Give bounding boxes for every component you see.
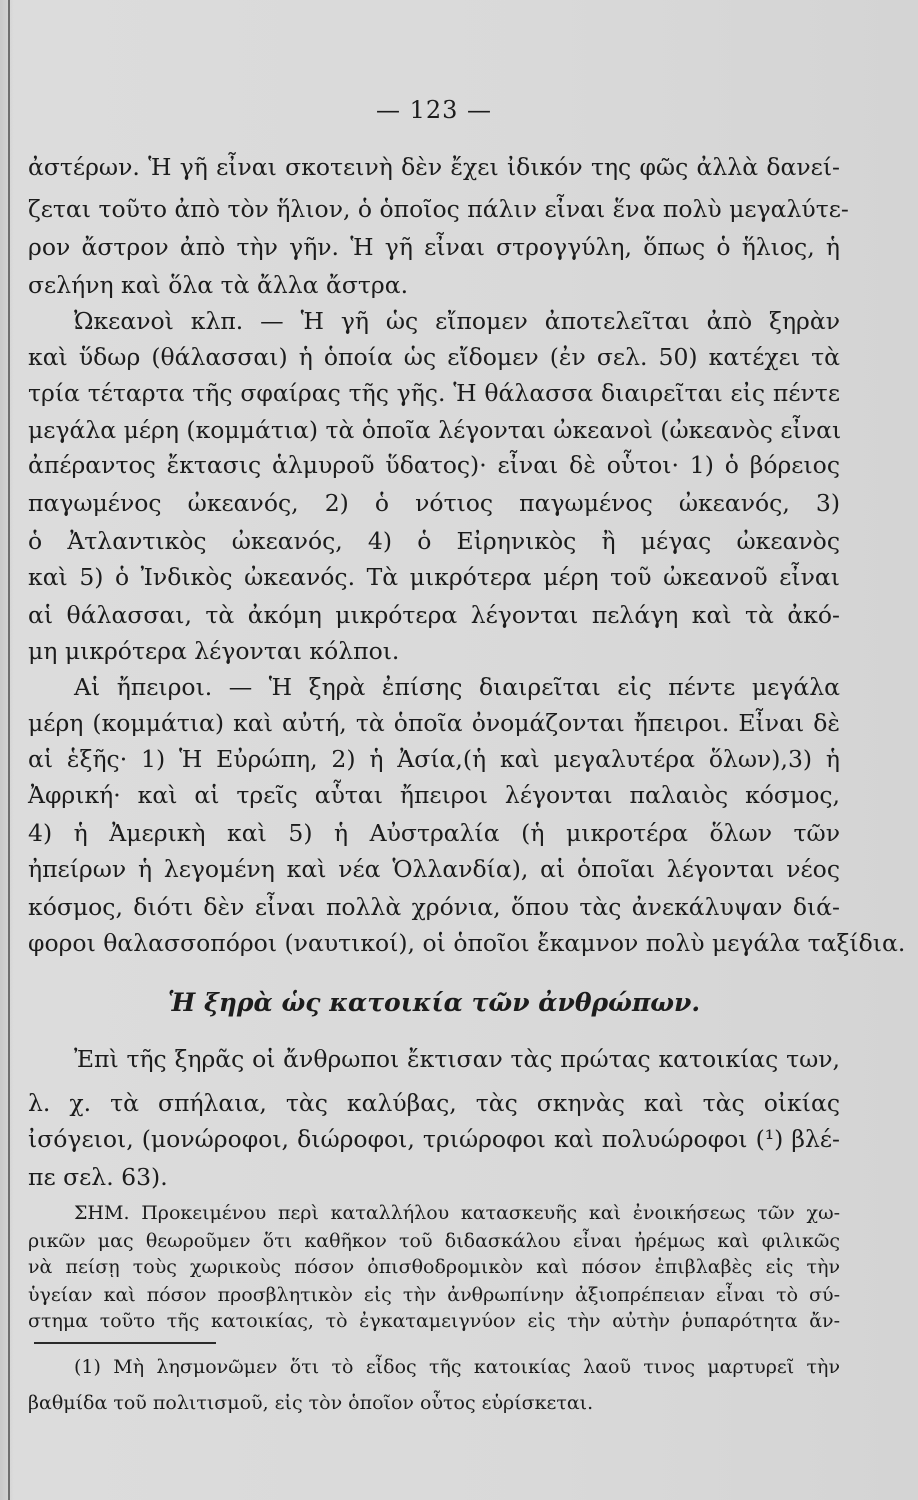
body-line: καὶ 5) ὁ Ἰνδικὸς ὠκεανός. Τὰ μικρότερα μέρη τοῦ ὠκεανοῦ εἶναι: [28, 563, 840, 591]
paragraph-oceans-heading-line: Ὠκεανοὶ κλπ. — Ἡ γῆ ὡς εἴπομεν ἀποτελεῖται ἀπὸ ξηρὰν: [74, 307, 840, 335]
section-heading: Ἡ ξηρὰ ὡς κατοικία τῶν ἀνθρώπων.: [167, 988, 701, 1017]
section-line: ἰσόγειοι, (μονώροφοι, διώροφοι, τριώροφοι καὶ πολυώροφοι (¹) βλέ-: [28, 1125, 840, 1153]
body-line: μη μικρότερα λέγονται κόλποι.: [28, 637, 400, 665]
body-line: φοροι θαλασσοπόροι (ναυτικοί), οἱ ὁποῖοι ἔκαμνον πολὺ μεγάλα ταξίδια.: [28, 929, 906, 957]
section-line: πε σελ. 63).: [28, 1163, 168, 1191]
body-line: ζεται τοῦτο ἀπὸ τὸν ἥλιον, ὁ ὁποῖος πάλιν εἶναι ἕνα πολὺ μεγαλύτε-: [28, 195, 849, 223]
footnote-line: βαθμίδα τοῦ πολιτισμοῦ, εἰς τὸν ὁποῖον οὗτος εὑρίσκεται.: [28, 1392, 594, 1414]
page-number: — 123 —: [375, 96, 493, 124]
body-line: τρία τέταρτα τῆς σφαίρας τῆς γῆς. Ἡ θάλασσα διαιρεῖται εἰς πέντε: [28, 379, 840, 407]
paragraph-continents-heading-line: Αἱ ἤπειροι. — Ἡ ξηρὰ ἐπίσης διαιρεῖται εἰς πέντε μεγάλα: [74, 673, 840, 701]
body-line: μέρη (κομμάτια) καὶ αὐτή, τὰ ὁποῖα ὀνομάζονται ἤπειροι. Εἶναι δὲ: [28, 709, 840, 737]
body-line: ἀστέρων. Ἡ γῆ εἶναι σκοτεινὴ δὲν ἔχει ἰδικόν της φῶς ἀλλὰ δανεί-: [28, 153, 840, 181]
section-line: λ. χ. τὰ σπήλαια, τὰς καλύβας, τὰς σκηνὰς καὶ τὰς οἰκίας: [28, 1089, 840, 1117]
body-line: σελήνη καὶ ὅλα τὰ ἄλλα ἄστρα.: [28, 271, 409, 299]
body-line: αἱ ἑξῆς· 1) Ἡ Εὐρώπη, 2) ἡ Ἀσία,(ἡ καὶ μεγαλυτέρα ὅλων),3) ἡ: [28, 745, 840, 773]
body-line: Ἀφρική· καὶ αἱ τρεῖς αὗται ἤπειροι λέγονται παλαιὸς κόσμος,: [28, 781, 840, 809]
body-line: 4) ἡ Ἀμερικὴ καὶ 5) ἡ Αὐστραλία (ἡ μικροτέρα ὅλων τῶν: [28, 819, 840, 847]
section-line: Ἐπὶ τῆς ξηρᾶς οἱ ἄνθρωποι ἔκτισαν τὰς πρώτας κατοικίας των,: [74, 1045, 840, 1073]
body-line: κόσμος, διότι δὲν εἶναι πολλὰ χρόνια, ὅπου τὰς ἀνεκάλυψαν διά-: [28, 893, 840, 921]
note-line: ΣΗΜ. Προκειμένου περὶ καταλλήλου κατασκευῆς καὶ ἐνοικήσεως τῶν χω-: [74, 1202, 840, 1224]
body-line: ρον ἄστρον ἀπὸ τὴν γῆν. Ἡ γῆ εἶναι στρογγύλη, ὅπως ὁ ἥλιος, ἡ: [28, 233, 840, 261]
body-line: καὶ ὕδωρ (θάλασσαι) ἡ ὁποία ὡς εἴδομεν (ἐν σελ. 50) κατέχει τὰ: [28, 343, 840, 371]
body-line: μεγάλα μέρη (κομμάτια) τὰ ὁποῖα λέγονται ὠκεανοὶ (ὠκεανὸς εἶναι: [28, 416, 842, 444]
page-spine-line: [8, 0, 10, 1500]
body-line: ὁ Ἀτλαντικὸς ὠκεανός, 4) ὁ Εἰρηνικὸς ἢ μέγας ὠκεανὸς: [28, 527, 840, 555]
footnote-separator: [34, 1342, 216, 1344]
note-line: στημα τοῦτο τῆς κατοικίας, τὸ ἐγκαταμειγνύον εἰς τὴν αὐτὴν ῥυπαρότητα ἄν-: [28, 1310, 840, 1332]
body-line: ἠπείρων ἡ λεγομένη καὶ νέα Ὁλλανδία), αἱ ὁποῖαι λέγονται νέος: [28, 855, 840, 883]
note-line: ὑγείαν καὶ πόσον προσβλητικὸν εἰς τὴν ἀνθρωπίνην ἀξιοπρέπειαν εἶναι τὸ σύ-: [28, 1284, 840, 1306]
footnote-line: (1) Μὴ λησμονῶμεν ὅτι τὸ εἶδος τῆς κατοικίας λαοῦ τινος μαρτυρεῖ τὴν: [74, 1356, 840, 1378]
body-line: ἀπέραντος ἔκτασις ἁλμυροῦ ὕδατος)· εἶναι δὲ οὗτοι· 1) ὁ βόρειος: [28, 451, 840, 479]
body-line: παγωμένος ὠκεανός, 2) ὁ νότιος παγωμένος ὠκεανός, 3): [28, 489, 840, 517]
body-line: αἱ θάλασσαι, τὰ ἀκόμη μικρότερα λέγονται πελάγη καὶ τὰ ἀκό-: [28, 601, 840, 629]
note-line: νὰ πείσῃ τοὺς χωρικοὺς πόσον ὀπισθοδρομικὸν καὶ πόσον ἐπιβλαβὲς εἰς τὴν: [28, 1256, 840, 1278]
note-line: ρικῶν μας θεωροῦμεν ὅτι καθῆκον τοῦ διδασκάλου εἶναι ἠρέμως καὶ φιλικῶς: [28, 1230, 840, 1252]
